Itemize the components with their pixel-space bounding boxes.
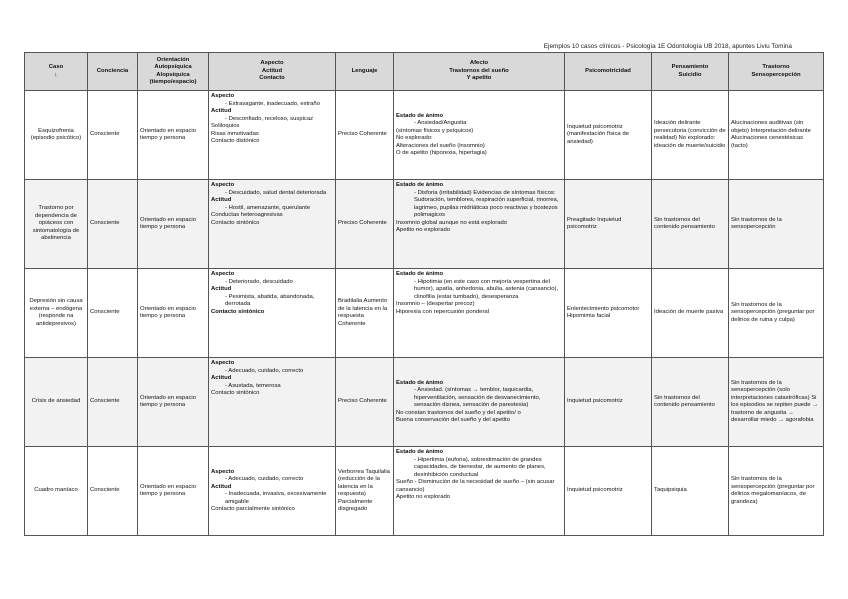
header-row	[25, 53, 824, 91]
cell-orientacion: Orientado en espacio tiempo y persona	[138, 447, 209, 536]
cell-lenguaje: Preciso Coherente	[336, 358, 394, 447]
header-conciencia: Conciencia	[88, 53, 138, 91]
cell-sensopercepcion: Sin trastornos de la sensopercepción (solo interpretaciones catastróficas) Si los episodios se repiten puede → trastorno de angustia → desarrollar miedo → agorafobia	[729, 358, 824, 447]
header-afecto: Afecto Trastornos del sueño Y apetito	[394, 53, 565, 91]
cell-orientacion: Orientado en espacio tiempo y persona	[138, 269, 209, 358]
cell-aspecto: Aspecto - Deteriorado, descuidado Actitud - Pesimista, abatida, abandonada, derrotada Contacto sintónico	[209, 269, 336, 358]
cell-caso: Depresión sin causa externa – endógena (responde na antidepresivos)	[25, 269, 88, 358]
clinical-cases-table	[24, 52, 824, 536]
cell-sensopercepcion: Alucinaciones auditivas (sin objeto) Interpretación delirante Alucinaciones cenestésicas (tacto)	[729, 91, 824, 180]
cell-lenguaje: Bradilalia Aumento de la latencia en la respuesta Coherente	[336, 269, 394, 358]
cell-afecto: Estado de ánimo - Hipotimia (en este caso con mejoría vespertina del humor), apatía, anhedonia, abulia, astenia (cansancio), clinofilia (estar tumbado), desesperanza Insomnio – (despertar precoz) Hiporexia con repercusión ponderal	[394, 269, 565, 358]
cell-pensamiento: Ideación de muerte pasiva	[652, 269, 729, 358]
cell-sensopercepcion: Sin trastornos de la sensopercepción	[729, 180, 824, 269]
cell-psicomotricidad: Inquietud psicomotriz (manifestación física de ansiedad)	[565, 91, 652, 180]
cell-conciencia: Consciente	[88, 358, 138, 447]
cell-afecto: Estado de ánimo - Ansiedad. (síntomas → temblor, taquicardia, hiperventilación, sensación de desvanecimiento, sensación disnea, sensación de parestesia) No constan trastornos del sueño y del apetito/ o Buena conservación del sueño y del apetito	[394, 358, 565, 447]
cell-pensamiento: Ideación delirante persecutoria (convicción de realidad) No explorado: ideación de muerte/suicidio	[652, 91, 729, 180]
cell-sensopercepcion: Sin trastornos de la sensopercepción (preguntar por delirios megalomaníacos, de grandeza)	[729, 447, 824, 536]
cell-pensamiento: Sin trastornos del contenido pensamiento	[652, 180, 729, 269]
document-caption: Ejemplos 10 casos clínicos - Psicología 1E Odontología UB 2018, apuntes Liviu Tomina	[543, 43, 792, 50]
cell-caso: Esquizofrenia (episodio psicótico)	[25, 91, 88, 180]
cell-sensopercepcion: Sin trastornos de la sensopercepción (preguntar por delirios de ruina y culpa)	[729, 269, 824, 358]
header-lenguaje: Lenguaje	[336, 53, 394, 91]
cell-conciencia: Consciente	[88, 91, 138, 180]
cell-pensamiento: Sin trastornos del contenido pensamiento	[652, 358, 729, 447]
cell-orientacion: Orientado en espacio tiempo y persona	[138, 358, 209, 447]
header-orientacion: Orientación Autopsíquica Alopsíquica (tiempo/espacio)	[138, 53, 209, 91]
cell-caso: Cuadro maníaco	[25, 447, 88, 536]
table-row	[25, 180, 824, 269]
cell-lenguaje: Preciso Coherente	[336, 180, 394, 269]
cell-conciencia: Consciente	[88, 447, 138, 536]
cell-afecto: Estado de ánimo - Hipertimia (euforia), sobrestimación de grandes capacidades, de bienestar, de aumento de planes, desinhibición conductual Sueño - Disminución de la necesidad de sueño – (sin acusar cansancio) Apetito no explorado	[394, 447, 565, 536]
cell-aspecto: Aspecto - Extravagante, inadecuado, extraño Actitud - Desconfiado, receloso, suspicaz Soliloquios Risas inmotivadas Contacto distónico	[209, 91, 336, 180]
cell-afecto: Estado de ánimo - Disforia (irritabilidad) Evidencias de síntomas físicos: Sudoración, temblores, respiración superficial, rinorrea, lagrimeo, pupilas midriáticas poco reactivas y bostezos polimagicos Insomnio global aunque no está explorado Apetito no explorado	[394, 180, 565, 269]
header-caso: Caso ↓	[25, 53, 88, 91]
table-row	[25, 91, 824, 180]
cell-psicomotricidad: Preagitado Inquietud psicomotriz	[565, 180, 652, 269]
cell-psicomotricidad: Inquietud psicomotriz	[565, 358, 652, 447]
cell-afecto: Estado de ánimo - Ansiedad/Angustia (síntomas físicos y psíquicos) No explorado: Alteraciones del sueño (insomnio) O de apetito (hiporexia, hipertagia)	[394, 91, 565, 180]
cell-conciencia: Consciente	[88, 180, 138, 269]
cell-orientacion: Orientado en espacio tiempo y persona	[138, 180, 209, 269]
cell-caso: Crisis de ansiedad	[25, 358, 88, 447]
table-row	[25, 358, 824, 447]
cell-aspecto: Aspecto - Adecuado, cuidado, correcto Actitud - Inadecuada, invasiva, excesivamente amigable Contacto parcialmente sintónico	[209, 447, 336, 536]
cell-psicomotricidad: Enlentecimiento psicomotor Hipomimia facial	[565, 269, 652, 358]
header-pensamiento: Pensamiento Suicidio	[652, 53, 729, 91]
table-row	[25, 269, 824, 358]
cell-caso: Trastorno por dependencia de opiáceos con sintomatología de abstinencia	[25, 180, 88, 269]
cell-conciencia: Consciente	[88, 269, 138, 358]
cell-lenguaje: Verborrea Taquilalia (reducción de la latencia en la respuesta) Parcialmente disgregado	[336, 447, 394, 536]
cell-lenguaje: Preciso Coherente	[336, 91, 394, 180]
cell-pensamiento: Taquipsiquia	[652, 447, 729, 536]
header-psicomotricidad: Psicomotricidad	[565, 53, 652, 91]
header-aspecto: Aspecto Actitud Contacto	[209, 53, 336, 91]
table-row	[25, 447, 824, 536]
cell-orientacion: Orientado en espacio tiempo y persona	[138, 91, 209, 180]
cell-aspecto: Aspecto - Adecuado, cuidado, correcto Actitud - Asustada, temerosa Contacto sintónico	[209, 358, 336, 447]
header-sensopercepcion: Trastorno Sensopercepción	[729, 53, 824, 91]
cell-psicomotricidad: Inquietud psicomotriz	[565, 447, 652, 536]
cell-aspecto: Aspecto - Descuidado, salud dental deteriorada Actitud - Hostil, amenazante, querulante Conductas heteroagresivas Contacto sintónico	[209, 180, 336, 269]
